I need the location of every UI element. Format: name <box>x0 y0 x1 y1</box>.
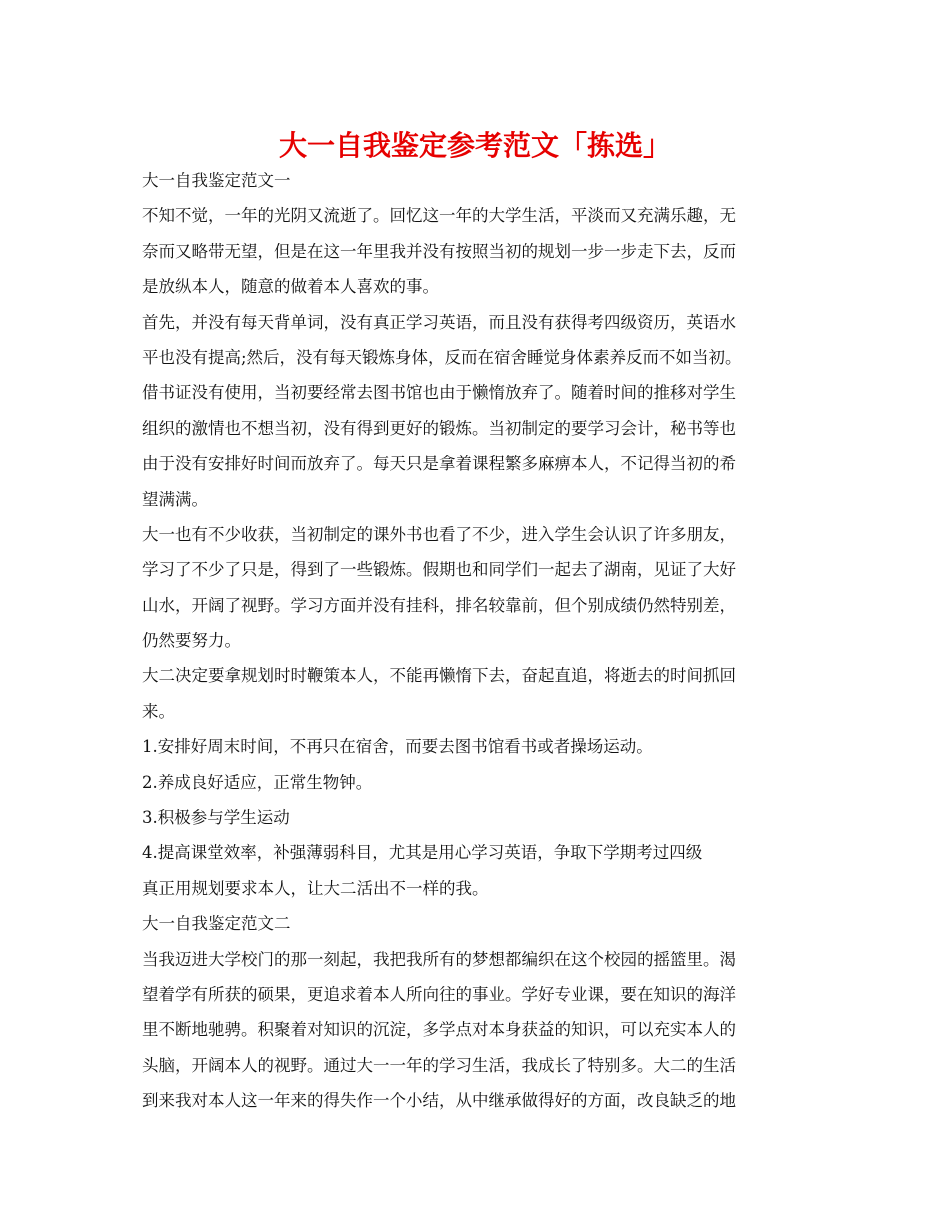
text-line: 2.养成良好适应，正常生物钟。 <box>142 772 373 792</box>
text-line: 望着学有所获的硕果，更追求着本人所向往的事业。学好专业课，要在知识的海洋 <box>142 984 736 1004</box>
text-line: 仍然要努力。 <box>142 631 241 651</box>
text-line: 来。 <box>142 701 175 721</box>
text-line: 学习了不少了只是，得到了一些锻炼。假期也和同学们一起去了湖南，见证了大好 <box>142 560 736 580</box>
text-line: 借书证没有使用，当初要经常去图书馆也由于懒惰放弃了。随着时间的推移对学生 <box>142 383 736 403</box>
text-line: 3.积极参与学生运动 <box>142 808 290 828</box>
text-line: 当我迈进大学校门的那一刻起，我把我所有的梦想都编织在这个校园的摇篮里。渴 <box>142 949 736 969</box>
text-line: 首先，并没有每天背单词，没有真正学习英语，而且没有获得考四级资历，英语水 <box>142 312 736 332</box>
text-line: 头脑，开阔本人的视野。通过大一一年的学习生活，我成长了特别多。大二的生活 <box>142 1055 736 1075</box>
text-line: 不知不觉，一年的光阴又流逝了。回忆这一年的大学生活，平淡而又充满乐趣，无 <box>142 206 736 226</box>
text-line: 大一也有不少收获，当初制定的课外书也看了不少，进入学生会认识了许多朋友， <box>142 524 736 544</box>
text-line: 4.提高课堂效率，补强薄弱科目，尤其是用心学习英语，争取下学期考过四级 <box>142 843 703 863</box>
document-body <box>142 163 832 1119</box>
text-line: 大二决定要拿规划时时鞭策本人，不能再懒惰下去，奋起直追，将逝去的时间抓回 <box>142 666 736 686</box>
text-line: 里不断地驰骋。积聚着对知识的沉淀，多学点对本身获益的知识，可以充实本人的 <box>142 1020 736 1040</box>
text-line: 奈而又略带无望，但是在这一年里我并没有按照当初的规划一步一步走下去，反而 <box>142 241 736 261</box>
text-line: 大一自我鉴定范文二 <box>142 914 291 934</box>
text-line: 1.安排好周末时间，不再只在宿舍，而要去图书馆看书或者操场运动。 <box>142 737 653 757</box>
text-line: 望满满。 <box>142 489 208 509</box>
text-line: 真正用规划要求本人，让大二活出不一样的我。 <box>142 878 489 898</box>
document-title: 大一自我鉴定参考范文「拣选」 <box>278 129 671 162</box>
text-line: 山水，开阔了视野。学习方面并没有挂科，排名较靠前，但个别成绩仍然特别差， <box>142 595 736 615</box>
text-line: 组织的激情也不想当初，没有得到更好的锻炼。当初制定的要学习会计，秘书等也 <box>142 418 736 438</box>
text-line: 平也没有提高;然后，没有每天锻炼身体，反而在宿舍睡觉身体素养反而不如当初。 <box>142 347 742 367</box>
text-line: 到来我对本人这一年来的得失作一个小结，从中继承做得好的方面，改良缺乏的地 <box>142 1091 736 1111</box>
text-line: 由于没有安排好时间而放弃了。每天只是拿着课程繁多麻痹本人，不记得当初的希 <box>142 454 736 474</box>
text-line: 大一自我鉴定范文一 <box>142 171 291 190</box>
text-line: 是放纵本人，随意的做着本人喜欢的事。 <box>142 277 439 297</box>
